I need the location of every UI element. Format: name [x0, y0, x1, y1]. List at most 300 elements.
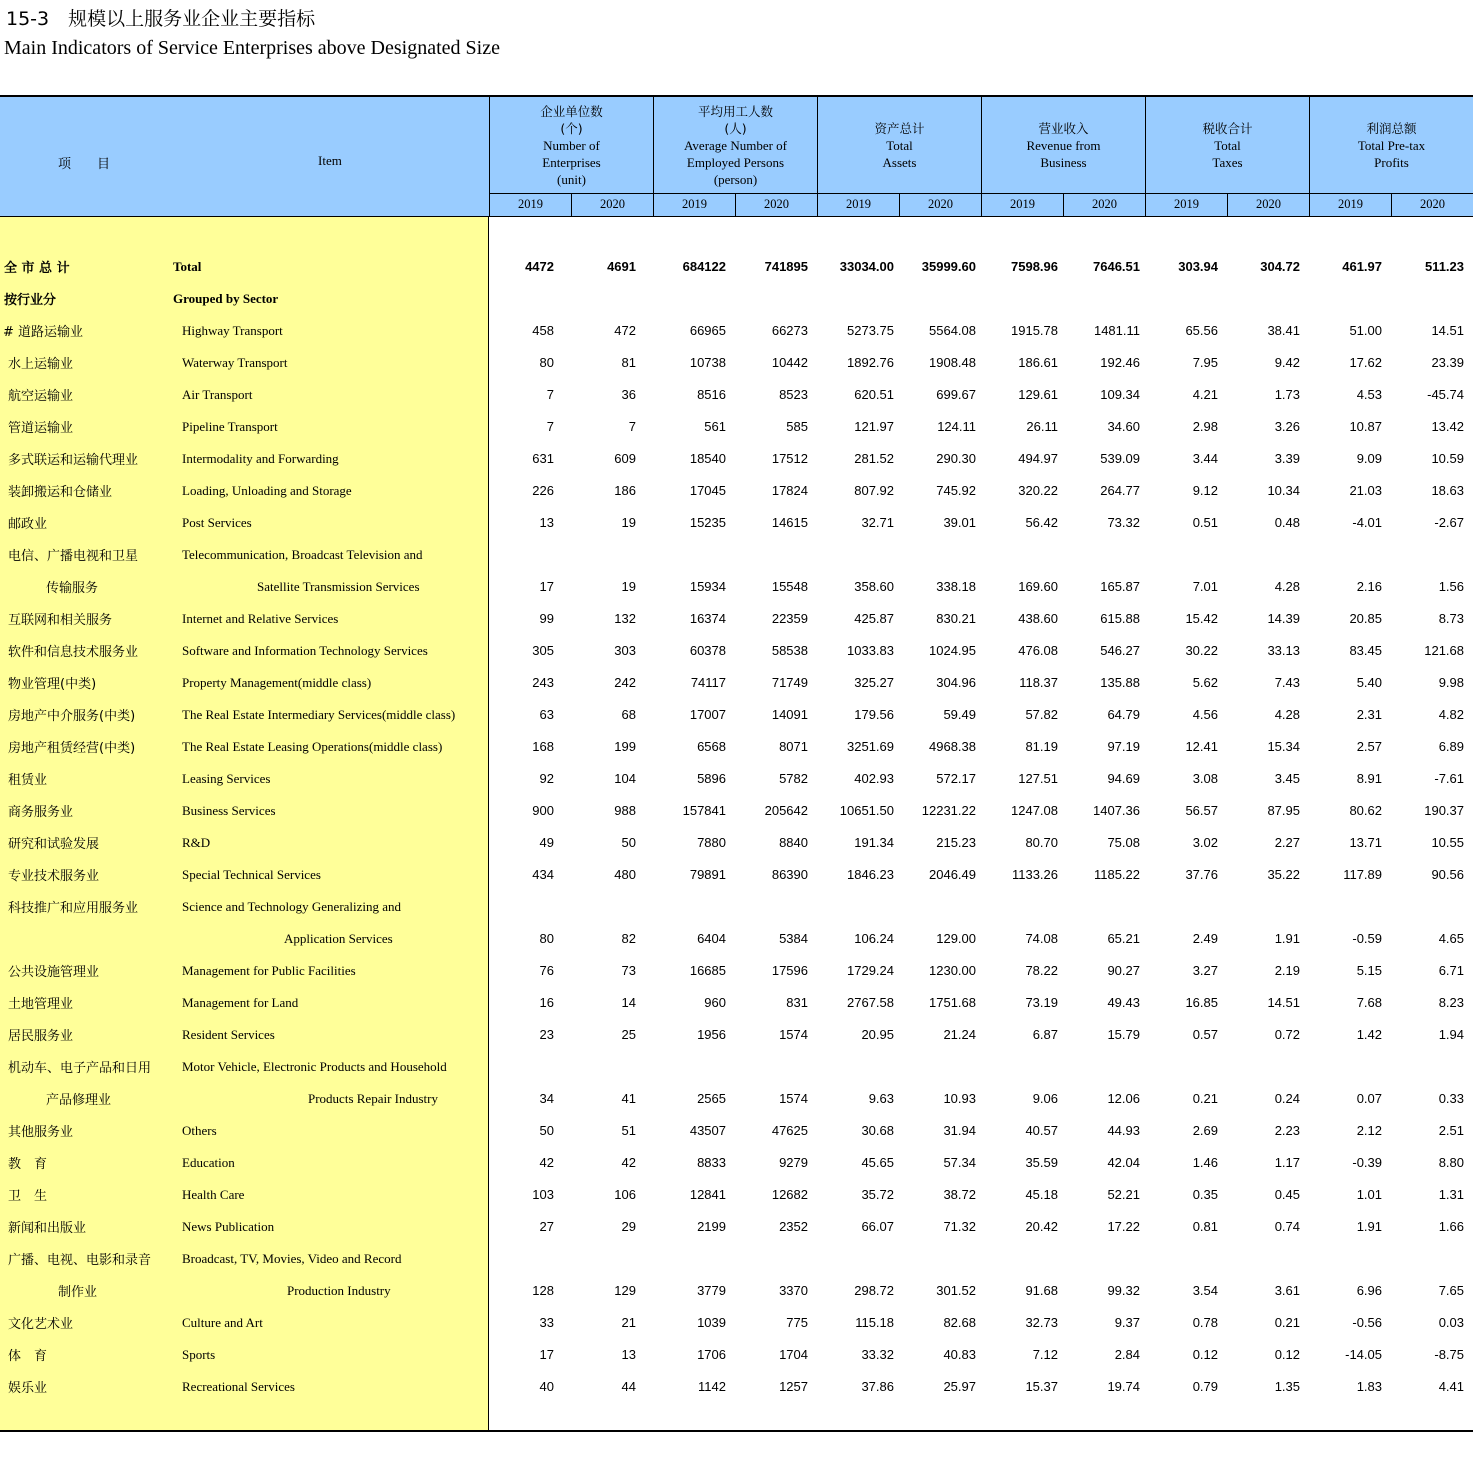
row-label-chinese: 电信、广播电视和卫星 [8, 549, 139, 564]
table-cell: 78.22 [1025, 963, 1058, 978]
table-cell: 0.21 [1192, 1091, 1218, 1106]
table-cell: 358.60 [854, 579, 894, 594]
table-cell: 9.09 [1356, 451, 1382, 466]
row-label-english: Resident Services [182, 1027, 275, 1042]
row-label-chinese: 房地产中介服务(中类) [8, 709, 136, 724]
row-label-chinese: 居民服务业 [8, 1029, 74, 1044]
table-cell: 80.70 [1025, 835, 1058, 850]
table-cell: 699.67 [936, 387, 976, 402]
table-cell: 49.43 [1107, 995, 1140, 1010]
table-cell: 38.72 [943, 1187, 976, 1202]
table-cell: 1.35 [1274, 1379, 1300, 1394]
table-cell: 47625 [771, 1123, 808, 1138]
row-label-chinese: 商务服务业 [8, 805, 74, 820]
table-cell: 17007 [689, 707, 726, 722]
table-cell: 186.61 [1018, 355, 1058, 370]
table-cell: 9.98 [1438, 675, 1464, 690]
table-cell: 264.77 [1100, 483, 1140, 498]
table-cell: 56.57 [1185, 803, 1218, 818]
year-header: 2020 [1227, 193, 1309, 217]
table-cell: 86390 [771, 867, 808, 882]
table-cell: 2.12 [1356, 1123, 1382, 1138]
table-cell: 1.91 [1274, 931, 1300, 946]
table-cell: 65.21 [1107, 931, 1140, 946]
table-cell: 15934 [689, 579, 726, 594]
table-cell: 82 [621, 931, 636, 946]
table-cell: 21.24 [943, 1027, 976, 1042]
table-cell: -2.67 [1434, 515, 1464, 530]
table-cell: 18540 [689, 451, 726, 466]
table-cell: 59.49 [943, 707, 976, 722]
table-cell: -7.61 [1434, 771, 1464, 786]
table-cell: 12.41 [1185, 739, 1218, 754]
table-cell: 121.68 [1424, 643, 1464, 658]
table-cell: 13.42 [1431, 419, 1464, 434]
row-label-chinese: 软件和信息技术服务业 [8, 645, 139, 660]
table-cell: 17.62 [1349, 355, 1382, 370]
table-cell: -0.39 [1352, 1155, 1382, 1170]
table-cell: 807.92 [854, 483, 894, 498]
row-label-english: Waterway Transport [182, 355, 288, 370]
table-row [0, 510, 1473, 534]
table-cell: 4.28 [1274, 707, 1300, 722]
table-cell: 5.40 [1356, 675, 1382, 690]
row-label-english: Sports [182, 1347, 216, 1362]
table-cell: 4.28 [1274, 579, 1300, 594]
table-cell: 80 [539, 355, 554, 370]
table-cell: 115.18 [855, 1315, 894, 1330]
table-cell: 3.44 [1192, 451, 1218, 466]
row-label-chinese: 房地产租赁经营(中类) [8, 741, 136, 756]
table-cell: 2565 [697, 1091, 726, 1106]
column-header-line: Average Number of [684, 137, 787, 153]
table-cell: 2.16 [1356, 579, 1382, 594]
year-header: 2019 [1309, 193, 1391, 217]
table-row [0, 414, 1473, 438]
table-cell: 103 [532, 1187, 554, 1202]
row-label-chinese: 广播、电视、电影和录音 [8, 1253, 152, 1268]
table-cell: 494.97 [1018, 451, 1058, 466]
row-label-english: Management for Public Facilities [182, 963, 356, 978]
table-cell: -14.05 [1345, 1347, 1382, 1362]
table-cell: 5.62 [1192, 675, 1218, 690]
table-cell: 8071 [779, 739, 808, 754]
table-cell: 94.69 [1107, 771, 1140, 786]
row-label-english: Satellite Transmission Services [257, 579, 420, 594]
table-cell: 16 [539, 995, 554, 1010]
year-header: 2019 [981, 193, 1063, 217]
table-cell: 226 [532, 483, 554, 498]
table-cell: 1133.26 [1011, 867, 1058, 882]
row-label-chinese: 互联网和相关服务 [8, 613, 113, 628]
table-bottom-rule [0, 1430, 1473, 1432]
table-cell: 6.89 [1438, 739, 1464, 754]
column-header-line: Total [1214, 137, 1241, 153]
table-row [0, 318, 1473, 342]
table-cell: 1039 [697, 1315, 726, 1330]
table-cell: 87.95 [1267, 803, 1300, 818]
table-cell: 3.26 [1274, 419, 1300, 434]
row-label-english: Recreational Services [182, 1379, 295, 1394]
table-row [0, 798, 1473, 822]
table-cell: 1.17 [1274, 1155, 1300, 1170]
table-row [0, 574, 1473, 598]
table-cell: 179.56 [854, 707, 894, 722]
row-label-chinese: 产品修理业 [46, 1093, 112, 1108]
table-cell: 35.22 [1267, 867, 1300, 882]
table-cell: 40.83 [943, 1347, 976, 1362]
table-cell: -45.74 [1427, 387, 1464, 402]
table-cell: 0.45 [1274, 1187, 1300, 1202]
table-cell: 2.27 [1274, 835, 1300, 850]
table-cell: 631 [532, 451, 554, 466]
table-cell: 23 [539, 1027, 554, 1042]
table-cell: 64.79 [1107, 707, 1140, 722]
table-cell: 52.21 [1107, 1187, 1140, 1202]
table-cell: 4.53 [1356, 387, 1382, 402]
table-cell: 83.45 [1349, 643, 1382, 658]
table-cell: 32.73 [1025, 1315, 1058, 1330]
table-cell: 99 [539, 611, 554, 626]
table-cell: 71.32 [943, 1219, 976, 1234]
table-cell: 12231.22 [921, 803, 976, 818]
table-cell: 44.93 [1107, 1123, 1140, 1138]
table-cell: 29 [621, 1219, 636, 1234]
table-cell: 14.51 [1431, 323, 1464, 338]
table-cell: 66273 [771, 323, 808, 338]
table-cell: 1704 [779, 1347, 808, 1362]
year-header: 2019 [653, 193, 735, 217]
table-cell: 80.62 [1349, 803, 1382, 818]
table-cell: 42 [621, 1155, 636, 1170]
year-header: 2020 [735, 193, 817, 217]
column-header-line: Total Pre-tax [1357, 137, 1426, 153]
table-cell: 71749 [771, 675, 808, 690]
table-cell: 23.39 [1431, 355, 1464, 370]
table-cell: 461.97 [1342, 259, 1382, 274]
table-cell: 1481.11 [1093, 323, 1140, 338]
column-header-line: (person) [713, 171, 758, 187]
table-cell: 303 [614, 643, 636, 658]
table-cell: 73.32 [1107, 515, 1140, 530]
table-cell: 73 [621, 963, 636, 978]
table-cell: 165.87 [1100, 579, 1140, 594]
table-cell: 66965 [689, 323, 726, 338]
table-cell: 1142 [698, 1379, 726, 1394]
table-cell: 190.37 [1424, 803, 1464, 818]
table-cell: 4.56 [1192, 707, 1218, 722]
row-label-chinese: 水上运输业 [8, 357, 74, 372]
table-row [0, 734, 1473, 758]
row-label-chinese: 全 市 总 计 [4, 261, 70, 276]
table-cell: 10651.50 [839, 803, 894, 818]
table-cell: 3.45 [1274, 771, 1300, 786]
table-cell: 2.31 [1356, 707, 1382, 722]
table-cell: 30.22 [1185, 643, 1218, 658]
table-cell: 99.32 [1107, 1283, 1140, 1298]
table-cell: 7.95 [1192, 355, 1218, 370]
table-cell: 118.37 [1019, 675, 1058, 690]
table-cell: 281.52 [854, 451, 894, 466]
column-header-line: Total [886, 137, 913, 153]
table-cell: 26.11 [1026, 419, 1058, 434]
table-cell: 15.34 [1267, 739, 1300, 754]
table-cell: 3.08 [1192, 771, 1218, 786]
table-cell: 0.35 [1192, 1187, 1218, 1202]
table-cell: 2.98 [1192, 419, 1218, 434]
table-cell: 7 [546, 419, 554, 434]
table-cell: 104 [614, 771, 636, 786]
table-cell: 22359 [771, 611, 808, 626]
table-row [0, 958, 1473, 982]
table-cell: 2.51 [1438, 1123, 1464, 1138]
table-row [0, 638, 1473, 662]
row-label-english: Production Industry [287, 1283, 391, 1298]
table-cell: 1574 [779, 1027, 808, 1042]
table-cell: 33.32 [861, 1347, 894, 1362]
row-label-english: Internet and Relative Services [182, 611, 339, 626]
row-label-chinese: 娱乐业 [8, 1381, 48, 1396]
table-row [0, 1342, 1473, 1366]
row-label-chinese: 科技推广和应用服务业 [8, 901, 139, 916]
table-cell: 988 [614, 803, 636, 818]
table-cell: 44 [621, 1379, 636, 1394]
table-row [0, 286, 1473, 310]
table-cell: 4968.38 [929, 739, 976, 754]
table-cell: 34 [539, 1091, 554, 1106]
table-cell: 73.19 [1025, 995, 1058, 1010]
table-cell: 65.56 [1185, 323, 1218, 338]
table-cell: 7.12 [1032, 1347, 1058, 1362]
row-label-chinese: 公共设施管理业 [8, 965, 100, 980]
table-cell: 1257 [779, 1379, 808, 1394]
table-cell: 41 [621, 1091, 636, 1106]
table-cell: 2046.49 [929, 867, 976, 882]
table-cell: 12682 [771, 1187, 808, 1202]
table-cell: 49 [539, 835, 554, 850]
table-cell: 56.42 [1025, 515, 1058, 530]
column-header-line: Number of [543, 137, 600, 153]
table-cell: 9.12 [1192, 483, 1218, 498]
row-label-chinese: 卫 生 [8, 1189, 48, 1204]
table-cell: 7.65 [1438, 1283, 1464, 1298]
table-cell: 1846.23 [847, 867, 894, 882]
row-label-chinese: 按行业分 [4, 293, 57, 308]
table-cell: 0.72 [1274, 1027, 1300, 1042]
table-cell: 831 [786, 995, 808, 1010]
table-cell: 1915.78 [1011, 323, 1058, 338]
table-cell: -4.01 [1352, 515, 1382, 530]
table-cell: 745.92 [936, 483, 976, 498]
table-cell: 4.41 [1438, 1379, 1464, 1394]
table-row [0, 1310, 1473, 1334]
table-cell: 338.18 [936, 579, 976, 594]
table-cell: 1706 [697, 1347, 726, 1362]
table-cell: 15.79 [1107, 1027, 1140, 1042]
row-label-chinese: 专业技术服务业 [8, 869, 100, 884]
table-cell: 0.12 [1274, 1347, 1300, 1362]
column-header-line: 利润总额 [1366, 120, 1417, 136]
table-cell: 34.60 [1107, 419, 1140, 434]
table-row [0, 830, 1473, 854]
table-cell: 8840 [779, 835, 808, 850]
table-cell: 20.85 [1349, 611, 1382, 626]
table-cell: 1729.24 [847, 963, 894, 978]
table-cell: 775 [786, 1315, 808, 1330]
table-cell: 0.07 [1356, 1091, 1382, 1106]
table-cell: 1.91 [1356, 1219, 1382, 1234]
table-cell: 741895 [764, 259, 808, 274]
table-cell: 38.41 [1267, 323, 1300, 338]
row-label-english: Air Transport [182, 387, 253, 402]
table-row [0, 1214, 1473, 1238]
table-cell: 1024.95 [929, 643, 976, 658]
table-cell: 106 [614, 1187, 636, 1202]
table-cell: 539.09 [1100, 451, 1140, 466]
row-label-chinese: 体 育 [8, 1349, 48, 1364]
table-cell: 17045 [689, 483, 726, 498]
table-cell: 1574 [779, 1091, 808, 1106]
table-cell: 900 [532, 803, 554, 818]
table-cell: 290.30 [936, 451, 976, 466]
table-cell: 15.42 [1185, 611, 1218, 626]
row-label-chinese: 研究和试验发展 [8, 837, 100, 852]
table-row [0, 1086, 1473, 1110]
table-cell: 2.84 [1114, 1347, 1140, 1362]
table-cell: 3779 [697, 1283, 726, 1298]
table-cell: 37.86 [861, 1379, 894, 1394]
table-cell: 476.08 [1018, 643, 1058, 658]
column-header-line: 资产总计 [874, 120, 925, 136]
year-header: 2020 [1391, 193, 1473, 217]
table-cell: 6568 [697, 739, 726, 754]
column-header-5 [1145, 97, 1309, 193]
table-cell: 68 [621, 707, 636, 722]
table-cell: 2.49 [1192, 931, 1218, 946]
row-label-english: Health Care [182, 1187, 245, 1202]
table-cell: 4472 [525, 259, 554, 274]
table-cell: 10.59 [1431, 451, 1464, 466]
table-cell: 17512 [771, 451, 808, 466]
table-cell: 35.59 [1025, 1155, 1058, 1170]
row-label-english: Education [182, 1155, 235, 1170]
column-header-6 [1309, 97, 1473, 193]
row-label-chinese: 邮政业 [8, 517, 48, 532]
table-cell: 7.68 [1356, 995, 1382, 1010]
table-cell: 90.27 [1107, 963, 1140, 978]
table-cell: 215.23 [936, 835, 976, 850]
table-cell: 1956 [697, 1027, 726, 1042]
row-label-english: Telecommunication, Broadcast Television and [182, 547, 423, 562]
table-cell: 199 [614, 739, 636, 754]
column-header-line: 企业单位数 [540, 103, 603, 119]
table-cell: 3370 [779, 1283, 808, 1298]
column-header-line: (人) [724, 120, 747, 136]
table-cell: 5896 [697, 771, 726, 786]
table-cell: 79891 [689, 867, 726, 882]
table-cell: 74.08 [1025, 931, 1058, 946]
table-cell: 42.04 [1107, 1155, 1140, 1170]
table-cell: 0.33 [1438, 1091, 1464, 1106]
table-cell: 16.85 [1185, 995, 1218, 1010]
table-cell: 10.87 [1349, 419, 1382, 434]
table-cell: 15548 [771, 579, 808, 594]
table-cell: 0.51 [1192, 515, 1218, 530]
table-cell: 5782 [779, 771, 808, 786]
table-cell: 82.68 [943, 1315, 976, 1330]
row-label-chinese: 传输服务 [46, 581, 99, 596]
table-row [0, 1118, 1473, 1142]
table-cell: 33.13 [1267, 643, 1300, 658]
row-label-english: Property Management(middle class) [182, 675, 372, 690]
row-label-english: Culture and Art [182, 1315, 263, 1330]
table-cell: 301.52 [936, 1283, 976, 1298]
table-row [0, 1246, 1473, 1270]
table-cell: 15235 [689, 515, 726, 530]
table-cell: 33034.00 [839, 259, 894, 274]
table-cell: 35999.60 [921, 259, 976, 274]
table-cell: 45.18 [1025, 1187, 1058, 1202]
table-cell: 0.24 [1274, 1091, 1300, 1106]
row-label-english: Post Services [182, 515, 252, 530]
row-label-english: News Publication [182, 1219, 275, 1234]
table-cell: 1033.83 [847, 643, 894, 658]
row-label-chinese: 物业管理(中类) [8, 677, 97, 692]
row-label-english: Broadcast, TV, Movies, Video and Record [182, 1251, 402, 1266]
table-cell: 9.42 [1274, 355, 1300, 370]
row-label-english: Science and Technology Generalizing and [182, 899, 402, 914]
table-cell: 13.71 [1349, 835, 1382, 850]
table-cell: 6.87 [1032, 1027, 1058, 1042]
row-label-chinese: 租赁业 [8, 773, 48, 788]
table-cell: 7 [546, 387, 554, 402]
row-label-english: R&D [182, 835, 211, 850]
table-cell: 1.66 [1438, 1219, 1464, 1234]
table-cell: 0.81 [1192, 1219, 1218, 1234]
table-cell: 8.80 [1438, 1155, 1464, 1170]
table-cell: 0.48 [1274, 515, 1300, 530]
row-label-english: Management for Land [182, 995, 299, 1010]
column-header-line: Business [1040, 154, 1087, 170]
table-cell: 135.88 [1100, 675, 1140, 690]
row-label-chinese: 管道运输业 [8, 421, 74, 436]
table-cell: 458 [532, 323, 554, 338]
table-cell: 7 [628, 419, 636, 434]
table-cell: 25 [621, 1027, 636, 1042]
table-cell: 15.37 [1025, 1379, 1058, 1394]
row-label-chinese: 新闻和出版业 [8, 1221, 87, 1236]
table-cell: 20.42 [1025, 1219, 1058, 1234]
table-cell: 8833 [697, 1155, 726, 1170]
table-cell: 0.12 [1192, 1347, 1218, 1362]
table-cell: 472 [614, 323, 636, 338]
table-cell: 0.74 [1274, 1219, 1300, 1234]
row-label-english: The Real Estate Intermediary Services(middle class) [182, 707, 456, 722]
column-header-1 [489, 97, 653, 193]
table-cell: 546.27 [1100, 643, 1140, 658]
table-row [0, 446, 1473, 470]
table-cell: 27 [539, 1219, 554, 1234]
table-row [0, 702, 1473, 726]
table-cell: 8516 [697, 387, 726, 402]
row-label-english: Business Services [182, 803, 276, 818]
table-cell: 684122 [682, 259, 726, 274]
row-label-english: The Real Estate Leasing Operations(middle class) [182, 739, 443, 754]
table-cell: 19.74 [1107, 1379, 1140, 1394]
table-cell: 109.34 [1100, 387, 1140, 402]
row-label-english: Products Repair Industry [308, 1091, 438, 1106]
column-header-line: 税收合计 [1202, 120, 1253, 136]
